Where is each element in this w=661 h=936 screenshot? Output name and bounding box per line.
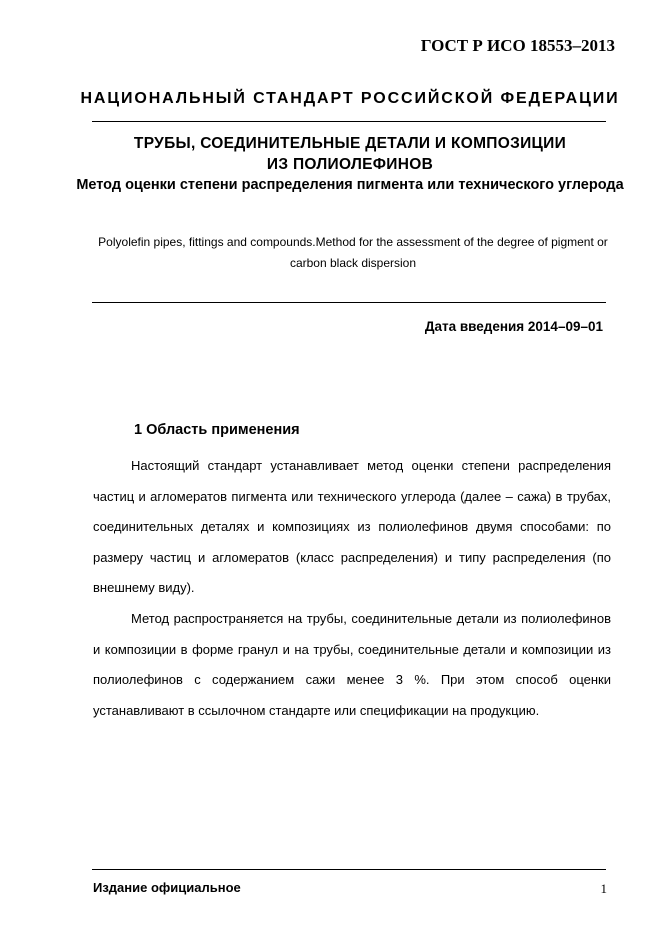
title-line-1: ТРУБЫ, СОЕДИНИТЕЛЬНЫЕ ДЕТАЛИ И КОМПОЗИЦИИ bbox=[133, 135, 567, 152]
section-heading: 1 Область применения bbox=[134, 422, 300, 438]
top-divider bbox=[92, 121, 606, 122]
english-title bbox=[86, 232, 620, 274]
english-title-text: Polyolefin pipes, fittings and compounds.Method for the assessment of the degree of pigment or carbon black dispersion bbox=[98, 235, 608, 270]
title-divider bbox=[92, 302, 606, 303]
scope-paragraph-1: Настоящий стандарт устанавливает метод оценки степени распределения частиц и агломератов пигмента или технического углерода (далее – сажа) в трубах, соединительных деталях и композициях из полиолефинов двумя способами: по размеру частиц и агломератов (класс распределения) и типу распределения (по внешнему виду). bbox=[93, 458, 611, 595]
official-edition-label: Издание официальное bbox=[93, 880, 241, 895]
document-code: ГОСТ Р ИСО 18553–2013 bbox=[420, 36, 615, 55]
title-method: Метод оценки степени распределения пигмента или технического углерода bbox=[76, 177, 624, 193]
footer-divider bbox=[92, 869, 606, 870]
scope-paragraph-2: Метод распространяется на трубы, соединительные детали из полиолефинов и композиции в форме гранул и на трубы, соединительные детали и композиции из полиолефинов с содержанием сажи менее 3 %. При этом способ оценки устанавливают в ссылочном стандарте или спецификации на продукцию. bbox=[93, 611, 611, 718]
introduction-date: Дата введения 2014–09–01 bbox=[424, 319, 603, 334]
national-standard-heading: НАЦИОНАЛЬНЫЙ СТАНДАРТ РОССИЙСКОЙ ФЕДЕРАЦИИ bbox=[80, 90, 620, 107]
title-line-2: ИЗ ПОЛИОЛЕФИНОВ bbox=[266, 156, 434, 173]
page-number: 1 bbox=[600, 881, 607, 896]
document-title bbox=[60, 133, 640, 196]
